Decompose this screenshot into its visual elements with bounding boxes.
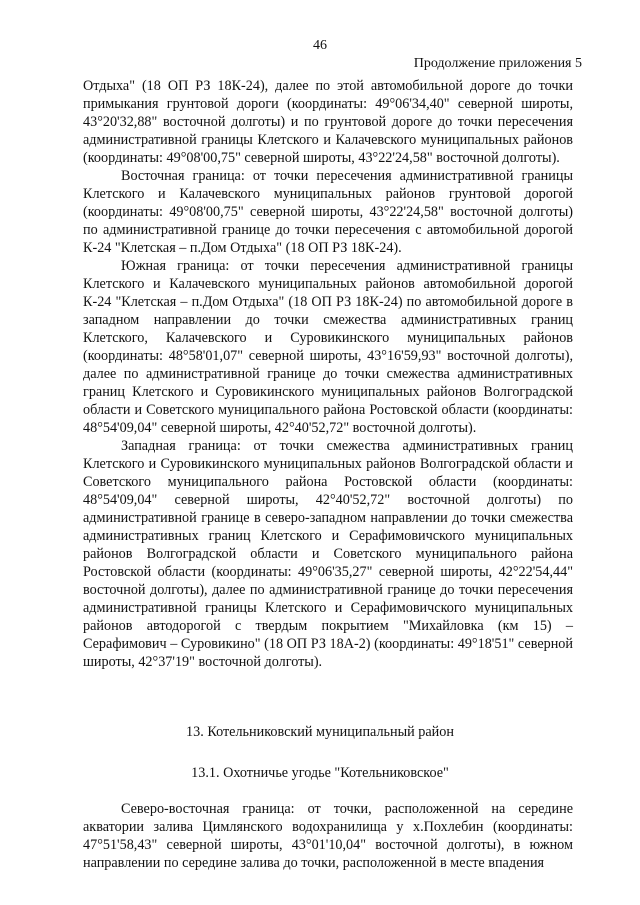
paragraph-continued-north-border: Отдыха" (18 ОП РЗ 18К-24), далее по этой автомобильной дороге до точки примыкания грунтовой дороги (координаты: 49°06'34,40" северной широты, 43°20'32,88" восточной долготы) и по грунтовой дороге до точки пересечения административной границы Клетского и Калачевского муниципальных районов (координаты: 49°08'00,75" северной широты, 43°22'24,58" восточной долготы).: [83, 78, 573, 166]
subsection-heading: 13.1. Охотничье угодье "Котельниковское": [191, 765, 449, 781]
paragraph-northeast-border: Северо-восточная граница: от точки, расположенной на середине акватории залива Цимлянского водохранилища у х.Похлебин (координаты: 47°51'58,43" северной широты, 43°01'10,04" восточной долготы), в южном направлении по середине залива до точки, расположенной в месте впадения: [83, 801, 573, 871]
paragraph-west-border: Западная граница: от точки смежества административных границ Клетского и Суровикинского муниципальных районов Волгоградской области и Советского муниципального района Ростовской области (координаты: 48°54'09,04" северной широты, 42°40'52,72" восточной долготы) по административной границе в северо-западном направлении до точки смежества административных границ Клетского и Серафимовичского муниципальных районов Волгоградской области и Советского муниципального района Ростовской области (координаты: 49°06'35,27" северной широты, 42°22'54,44" восточной долготы), далее по административной границе до точки пересечения административной границы Клетского и Серафимовичского муниципальных районов автодорогой с твердым покрытием "Михайловка (км 15) – Серафимович – Суровикино" (18 ОП РЗ 18А-2) (координаты: 49°18'51" северной широты, 42°37'19" восточной долготы).: [83, 438, 573, 670]
subsection-body: [83, 800, 573, 872]
appendix-continuation-label: Продолжение приложения 5: [413, 56, 582, 71]
page-number: 46: [313, 38, 327, 53]
paragraph-south-border: Южная граница: от точки пересечения административной границы Клетского и Калачевского муниципальных районов автомобильной дорогой К-24 "Клетская – п.Дом Отдыха" (18 ОП РЗ 18К-24) по автомобильной дороге в западном направлении до точки смежества административных границ Клетского, Калачевского и Суровикинского муниципальных районов (координаты: 48°58'01,07" северной широты, 43°16'59,93" восточной долготы), далее по административной границе до точки смежества административных границ Клетского и Суровикинского муниципальных районов Волгоградской области и Советского муниципального района Ростовской области (координаты: 48°54'09,04" северной широты, 42°40'52,72" восточной долготы).: [83, 258, 573, 436]
paragraph-east-border: Восточная граница: от точки пересечения административной границы Клетского и Калачевского муниципальных районов грунтовой дорогой (координаты: 49°08'00,75" северной широты, 43°22'24,58" восточной долготы) по административной границе до точки пересечения с автомобильной дорогой К-24 "Клетская – п.Дом Отдыха" (18 ОП РЗ 18К-24).: [83, 168, 573, 256]
district-heading: 13. Котельниковский муниципальный район: [186, 724, 454, 740]
document-body: [83, 77, 573, 671]
